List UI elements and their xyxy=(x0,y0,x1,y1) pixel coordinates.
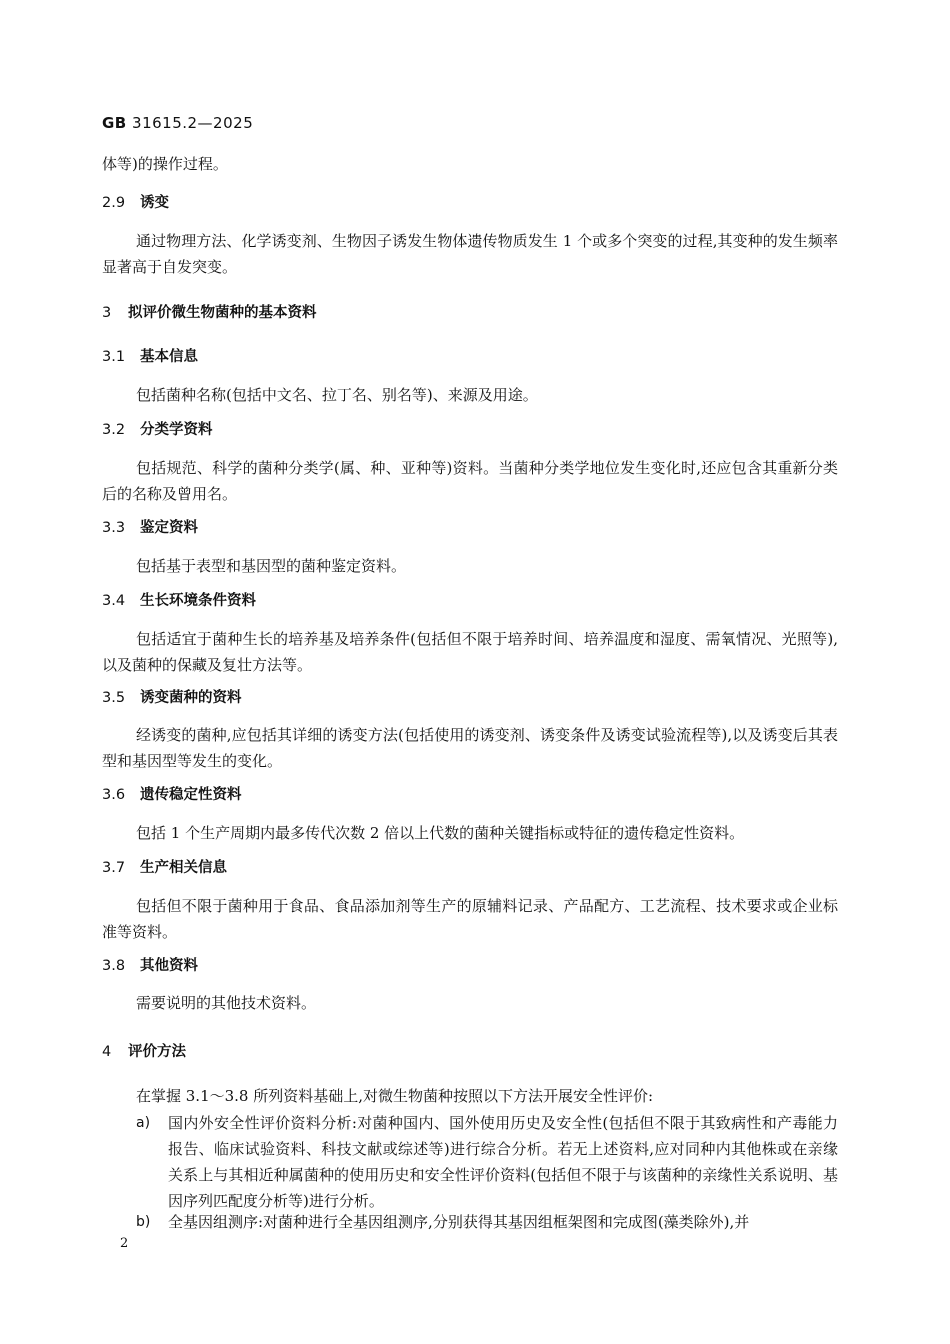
section-number: 3.1 xyxy=(102,349,126,365)
section-3-7-heading xyxy=(102,858,227,878)
section-4-heading xyxy=(102,1042,186,1062)
section-title: 生产相关信息 xyxy=(140,860,227,876)
standard-prefix: GB xyxy=(102,114,127,132)
section-3-7-paragraph: 包括但不限于菌种用于食品、食品添加剂等生产的原辅料记录、产品配方、工艺流程、技术要求或企业标准等资料。 xyxy=(102,897,838,941)
section-3-6-heading xyxy=(102,785,242,805)
section-title: 诱变菌种的资料 xyxy=(140,690,242,706)
section-number: 3.2 xyxy=(102,422,126,438)
standard-number: 31615.2—2025 xyxy=(132,114,254,132)
section-3-5-paragraph: 经诱变的菌种,应包括其详细的诱变方法(包括使用的诱变剂、诱变条件及诱变试验流程等),以及诱变后其表型和基因型等发生的变化。 xyxy=(102,726,838,770)
section-title: 拟评价微生物菌种的基本资料 xyxy=(128,305,317,321)
section-3-heading xyxy=(102,303,317,323)
section-number: 3.8 xyxy=(102,958,126,974)
section-3-5-heading xyxy=(102,688,242,708)
section-title: 基本信息 xyxy=(140,349,198,365)
section-3-3-paragraph: 包括基于表型和基因型的菌种鉴定资料。 xyxy=(136,557,407,575)
section-title: 诱变 xyxy=(140,195,169,211)
list-item-text: 全基因组测序:对菌种进行全基因组测序,分别获得其基因组框架图和完成图(藻类除外),并 xyxy=(168,1213,750,1231)
section-number: 3.6 xyxy=(102,787,126,803)
section-3-3-heading xyxy=(102,518,198,538)
list-item-text: 国内外安全性评价资料分析:对菌种国内、国外使用历史及安全性(包括但不限于其致病性和产毒能力报告、临床试验资料、科技文献或综述等)进行综合分析。若无上述资料,应对同种内其他株或在亲缘关系上与其相近种属菌种的使用历史和安全性评价资料(包括但不限于与该菌种的亲缘性关系说明、基因序列匹配度分析等)进行分析。 xyxy=(168,1114,838,1210)
section-3-8-heading xyxy=(102,956,198,976)
section-number: 4 xyxy=(102,1044,112,1060)
section-title: 生长环境条件资料 xyxy=(140,593,256,609)
page-number: 2 xyxy=(120,1236,129,1251)
section-3-2-paragraph: 包括规范、科学的菌种分类学(属、种、亚种等)资料。当菌种分类学地位发生变化时,还应包含其重新分类后的名称及曾用名。 xyxy=(102,459,838,503)
section-title: 分类学资料 xyxy=(140,422,213,438)
section-3-4-paragraph: 包括适宜于菌种生长的培养基及培养条件(包括但不限于培养时间、培养温度和湿度、需氧情况、光照等),以及菌种的保藏及复壮方法等。 xyxy=(102,630,838,674)
section-2-9-paragraph: 通过物理方法、化学诱变剂、生物因子诱发生物体遗传物质发生 1 个或多个突变的过程,其变种的发生频率显著高于自发突变。 xyxy=(102,232,838,276)
document-header xyxy=(102,114,253,132)
list-marker: b) xyxy=(136,1214,151,1230)
section-3-2-heading xyxy=(102,420,213,440)
section-number: 3.4 xyxy=(102,593,126,609)
section-3-8-paragraph: 需要说明的其他技术资料。 xyxy=(136,994,317,1012)
section-number: 3.7 xyxy=(102,860,126,876)
section-number: 3.3 xyxy=(102,520,126,536)
list-item-a xyxy=(102,1110,838,1214)
section-number: 3.5 xyxy=(102,690,126,706)
section-3-1-heading xyxy=(102,347,198,367)
section-title: 遗传稳定性资料 xyxy=(140,787,242,803)
section-3-4-heading xyxy=(102,591,256,611)
section-2-9-heading xyxy=(102,193,169,213)
section-number: 3 xyxy=(102,305,112,321)
section-4-intro: 在掌握 3.1～3.8 所列资料基础上,对微生物菌种按照以下方法开展安全性评价: xyxy=(136,1087,654,1105)
continuation-text: 体等)的操作过程。 xyxy=(102,155,228,173)
list-marker: a) xyxy=(136,1115,151,1131)
section-title: 评价方法 xyxy=(128,1044,186,1060)
list-item-b xyxy=(102,1209,838,1235)
section-title: 鉴定资料 xyxy=(140,520,198,536)
section-title: 其他资料 xyxy=(140,958,198,974)
section-3-6-paragraph: 包括 1 个生产周期内最多传代次数 2 倍以上代数的菌种关键指标或特征的遗传稳定性资料。 xyxy=(136,824,745,842)
section-number: 2.9 xyxy=(102,195,126,211)
section-3-1-paragraph: 包括菌种名称(包括中文名、拉丁名、别名等)、来源及用途。 xyxy=(136,386,538,404)
